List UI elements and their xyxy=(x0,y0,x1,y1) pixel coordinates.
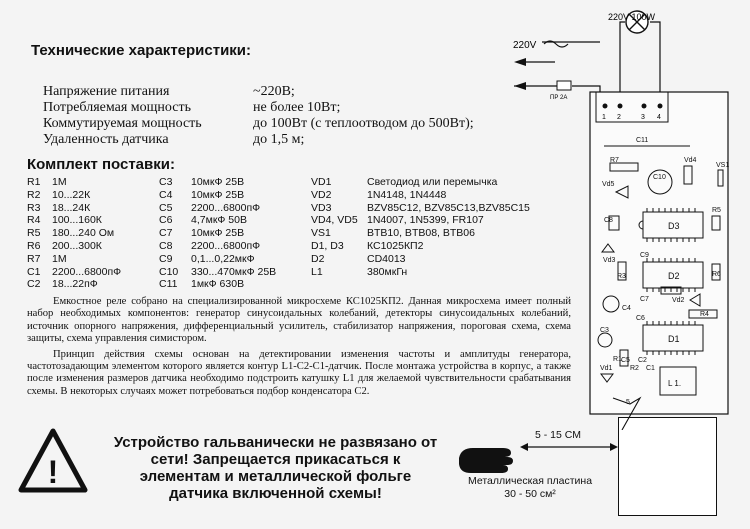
warning-exclamation: ! xyxy=(47,454,59,490)
warning-text xyxy=(103,434,448,502)
ref-label: Vd1 xyxy=(600,365,613,372)
ref-label: C3 xyxy=(600,327,609,334)
ref-label: C8 xyxy=(604,217,613,224)
plate-caption xyxy=(468,475,592,501)
description xyxy=(27,296,571,398)
spec-value: до 100Вт (с теплоотводом до 500Вт); xyxy=(253,116,474,131)
part-row xyxy=(159,214,309,227)
part-value: 2200...6800пФ xyxy=(52,265,122,278)
part-row xyxy=(159,227,309,240)
terminal-pin: 1 xyxy=(602,114,606,121)
part-ref: C3 xyxy=(159,176,173,188)
plate-caption-line1: Металлическая пластина xyxy=(468,475,593,487)
part-ref: C5 xyxy=(159,201,173,214)
part-value: 380мкГн xyxy=(367,265,408,278)
spec-label: Удаленность датчика xyxy=(43,132,169,147)
part-ref: C7 xyxy=(159,227,173,240)
part-value: 4,7мкФ 50В xyxy=(191,214,247,227)
warning-line: Устройство гальванически не развязано от xyxy=(113,434,438,451)
ref-label: C7 xyxy=(640,296,649,303)
part-value: Светодиод или перемычка xyxy=(367,176,498,188)
ref-label: D2 xyxy=(668,271,680,281)
part-value: 200...300К xyxy=(52,239,102,252)
spec-value: не более 10Вт; xyxy=(253,100,341,115)
part-ref: VS1 xyxy=(311,227,331,240)
part-value: 1М xyxy=(52,176,67,188)
ref-label: C5 xyxy=(621,357,630,364)
terminal-pin: 2 xyxy=(617,114,621,121)
pointing-hand-icon xyxy=(455,440,525,480)
part-value: 10мкФ 25В xyxy=(191,176,245,188)
lamp-label: 220V 100W xyxy=(608,12,656,22)
specs-title: Технические характеристики: xyxy=(31,42,252,59)
part-row xyxy=(159,176,309,189)
part-value: 1мкФ 630В xyxy=(191,278,245,291)
ref-label: C9 xyxy=(640,252,649,259)
warning-line: датчика включенной схемы! xyxy=(169,485,382,502)
ref-label: Vd4 xyxy=(684,157,697,164)
kit-column-1 xyxy=(27,176,157,291)
part-value: 2200...6800пФ xyxy=(191,201,261,214)
spec-label: Потребляемая мощность xyxy=(43,100,191,115)
description-paragraph-1: Емкостное реле собрано на специализированной микросхеме КС1025КП2. Данная микросхема имеет полный набор необходимых компонентов: генератор синусоидальных колебаний, детекторы синусоидальных колебаний, источник опорного напряжения, дифференциальный усилитель, стабилизатор напряжения, пороговая схема, схема защиты, схема управления симистором. xyxy=(27,296,571,345)
part-value: 100...160К xyxy=(52,214,102,227)
description-paragraph-2: Принцип действия схемы основан на детектировании изменения частоты и амплитуды генератора, частотозадающим элементом которого является контур L1-C2-C1-датчик. После монтажа устройства в корпус, а также после изменения размеров датчика необходимо подстроить катушку L1 для желаемой чувствительности срабатывания схемы. В некоторых случаях может потребоваться подбор конденсатора С2. xyxy=(27,348,571,397)
part-value: 10мкФ 25В xyxy=(191,227,245,240)
part-ref: VD4, VD5 xyxy=(311,214,358,227)
ref-label: R5 xyxy=(712,207,721,214)
part-row xyxy=(159,266,309,279)
ref-label: Vd3 xyxy=(603,257,616,264)
ref-label: R7 xyxy=(610,157,619,164)
part-value: 180...240 Ом xyxy=(52,227,115,240)
part-value: CD4013 xyxy=(367,252,406,265)
ref-label: D3 xyxy=(668,221,680,231)
ref-label: R6 xyxy=(712,271,721,278)
spec-value: ~220В; xyxy=(253,84,295,99)
distance-label: 5 - 15 СМ xyxy=(535,429,581,441)
part-row xyxy=(27,253,157,266)
ref-label: R3 xyxy=(617,273,626,280)
part-row xyxy=(27,189,157,202)
ref-label: VS1 xyxy=(716,162,730,169)
part-row xyxy=(27,240,157,253)
metal-plate-sensor xyxy=(618,417,717,516)
part-value: 0,1...0,22мкФ xyxy=(191,252,255,265)
spec-label: Коммутируемая мощность xyxy=(43,116,202,131)
part-row xyxy=(27,278,157,291)
ref-label: C6 xyxy=(636,315,645,322)
ref-label: L 1. xyxy=(668,379,682,388)
part-row xyxy=(159,189,309,202)
part-value: 330...470мкФ 25В xyxy=(191,265,277,278)
terminal-pin: 4 xyxy=(657,114,661,121)
ref-label: C4 xyxy=(622,305,631,312)
fuse-icon xyxy=(557,81,571,90)
part-row xyxy=(27,202,157,215)
ref-label: R2 xyxy=(630,365,639,372)
part-ref: R6 xyxy=(27,239,41,252)
plate-caption-line2: 30 - 50 см² xyxy=(504,488,556,500)
part-value: КС1025КП2 xyxy=(367,239,424,252)
ref-label: C1 xyxy=(646,365,655,372)
part-ref: R3 xyxy=(27,201,41,214)
part-ref: C9 xyxy=(159,252,173,265)
ref-label: C11 xyxy=(636,137,649,144)
ref-label: Vd2 xyxy=(672,297,685,304)
part-ref: R7 xyxy=(27,252,41,265)
specs-table xyxy=(43,85,513,149)
part-value: 10мкФ 25В xyxy=(191,188,245,201)
ref-label: C10 xyxy=(653,174,666,181)
part-ref: VD2 xyxy=(311,188,332,201)
part-value: BTB10, BTB08, BTB06 xyxy=(367,227,475,240)
part-value: 18...24К xyxy=(52,201,91,214)
ref-label: R1 xyxy=(613,356,622,363)
part-value: BZV85C12, BZV85C13,BZV85C15 xyxy=(367,201,530,214)
fuse-label: ПР 2А xyxy=(550,95,568,101)
mains-arrow-icon xyxy=(514,58,558,90)
part-ref: R2 xyxy=(27,188,41,201)
part-ref: C6 xyxy=(159,214,173,227)
part-ref: R1 xyxy=(27,176,41,188)
ref-label: Vd5 xyxy=(602,181,615,188)
warning-triangle-icon xyxy=(18,428,88,494)
mains-label: 220V xyxy=(513,40,537,51)
part-value: 1М xyxy=(52,252,67,265)
part-value: 10...22К xyxy=(52,188,91,201)
kit-column-2 xyxy=(159,176,309,291)
part-ref: C8 xyxy=(159,239,173,252)
part-ref: D2 xyxy=(311,252,325,265)
pcb-schematic xyxy=(500,0,750,430)
warning-line: сети! Запрещается прикасаться к xyxy=(150,451,401,468)
spec-value: до 1,5 м; xyxy=(253,132,305,147)
part-value: 1N4148, 1N4448 xyxy=(367,188,447,201)
kit-title: Комплект поставки: xyxy=(27,156,175,173)
part-ref: C1 xyxy=(27,265,41,278)
terminal-pin: 3 xyxy=(641,114,645,121)
part-value: 2200...6800пФ xyxy=(191,239,261,252)
part-ref: VD3 xyxy=(311,201,332,214)
part-row xyxy=(27,227,157,240)
part-ref: R5 xyxy=(27,227,41,240)
part-row xyxy=(27,176,157,189)
part-row xyxy=(27,214,157,227)
part-ref: R4 xyxy=(27,214,41,227)
distance-arrow xyxy=(520,440,618,452)
spec-label: Напряжение питания xyxy=(43,84,170,99)
part-row xyxy=(159,202,309,215)
part-ref: C11 xyxy=(159,278,178,291)
part-ref: C4 xyxy=(159,188,173,201)
part-ref: C10 xyxy=(159,265,179,278)
sensor-pin-label: 5 xyxy=(626,399,630,406)
part-ref: L1 xyxy=(311,265,323,278)
part-value: 18...22пФ xyxy=(52,278,98,291)
ref-label: R4 xyxy=(700,311,709,318)
part-ref: VD1 xyxy=(311,176,332,188)
part-row xyxy=(159,240,309,253)
part-row xyxy=(159,278,309,291)
part-ref: D1, D3 xyxy=(311,239,344,252)
part-row xyxy=(27,266,157,279)
ref-label: D1 xyxy=(668,334,680,344)
warning-line: элементам и металлической фольге xyxy=(139,468,412,485)
part-ref: C2 xyxy=(27,278,41,291)
part-row xyxy=(159,253,309,266)
ref-label: C2 xyxy=(638,357,647,364)
part-value: 1N4007, 1N5399, FR107 xyxy=(367,214,484,227)
